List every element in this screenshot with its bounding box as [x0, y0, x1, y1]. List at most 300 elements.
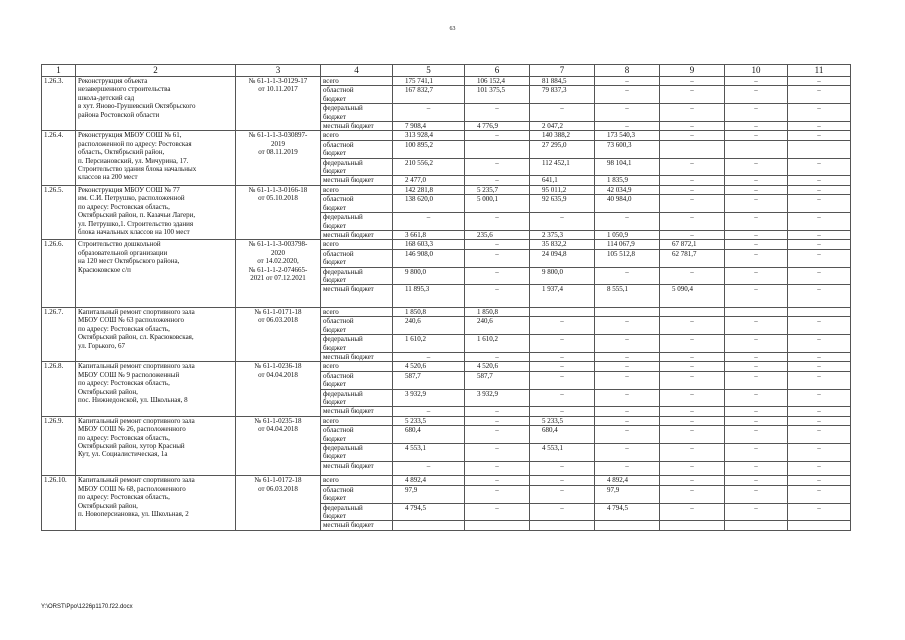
- value-cell: [530, 307, 595, 316]
- value-cell: 641,1: [530, 176, 595, 185]
- value-cell: –: [788, 195, 851, 213]
- value-cell: –: [725, 77, 788, 86]
- expertise-document: № 61-1-1-3-030897- 2019 от 08.11.2019: [236, 131, 321, 185]
- value-cell: –: [788, 230, 851, 239]
- value-cell: –: [530, 104, 595, 122]
- value-cell: 1 850,8: [393, 307, 465, 316]
- item-number: 1.26.7.: [42, 307, 76, 361]
- column-header-6: 6: [465, 65, 530, 77]
- value-cell: –: [788, 389, 851, 407]
- value-cell: –: [788, 240, 851, 249]
- value-cell: –: [530, 485, 595, 503]
- value-cell: –: [465, 485, 530, 503]
- funding-source: всего: [321, 240, 393, 249]
- value-cell: –: [788, 444, 851, 462]
- column-header-8: 8: [595, 65, 660, 77]
- item-name: Строительство дошкольной образовательной организации на 120 мест Октябрьского района, Красюковское с/п: [76, 240, 236, 308]
- funding-source: областной бюджет: [321, 371, 393, 389]
- value-cell: –: [725, 444, 788, 462]
- value-cell: –: [660, 230, 725, 239]
- funding-source: федеральный бюджет: [321, 158, 393, 176]
- value-cell: –: [788, 158, 851, 176]
- value-cell: –: [725, 158, 788, 176]
- value-cell: –: [788, 407, 851, 416]
- table-header: [42, 65, 851, 77]
- value-cell: –: [660, 371, 725, 389]
- value-cell: [465, 140, 530, 158]
- funding-source: областной бюджет: [321, 485, 393, 503]
- table-row: [42, 476, 851, 485]
- value-cell: –: [660, 267, 725, 285]
- value-cell: –: [595, 86, 660, 104]
- funding-source: местный бюджет: [321, 461, 393, 476]
- value-cell: –: [725, 503, 788, 521]
- value-cell: –: [660, 485, 725, 503]
- item-name: Капитальный ремонт спортивного зала МБОУ СОШ № 68, расположенного по адресу: Ростовская область, Октябрьский район, п. Новоперсиановка, ул. Школьная, 2: [76, 476, 236, 530]
- value-cell: –: [725, 86, 788, 104]
- value-cell: –: [530, 476, 595, 485]
- column-header-4: 4: [321, 65, 393, 77]
- value-cell: –: [725, 352, 788, 361]
- value-cell: [393, 521, 465, 530]
- value-cell: 3 932,9: [465, 389, 530, 407]
- value-cell: –: [725, 317, 788, 335]
- value-cell: –: [725, 485, 788, 503]
- value-cell: 2 375,3: [530, 230, 595, 239]
- value-cell: 4 553,1: [393, 444, 465, 462]
- column-header-9: 9: [660, 65, 725, 77]
- value-cell: –: [788, 485, 851, 503]
- value-cell: 1 937,4: [530, 285, 595, 308]
- table-row: [42, 307, 851, 316]
- value-cell: –: [788, 362, 851, 371]
- value-cell: –: [725, 407, 788, 416]
- column-header-7: 7: [530, 65, 595, 77]
- value-cell: –: [788, 371, 851, 389]
- funding-source: местный бюджет: [321, 176, 393, 185]
- value-cell: –: [788, 267, 851, 285]
- expertise-document: № 61-1-0236-18 от 04.04.2018: [236, 362, 321, 416]
- funding-source: местный бюджет: [321, 285, 393, 308]
- value-cell: –: [465, 352, 530, 361]
- value-cell: –: [725, 335, 788, 353]
- value-cell: –: [725, 195, 788, 213]
- funding-source: всего: [321, 307, 393, 316]
- item-name: Реконструкция объекта незавершенного строительства школа-детский сад в хут. Яново-Грушевский Октябрьского района Ростовской области: [76, 77, 236, 131]
- value-cell: [465, 521, 530, 530]
- value-cell: 79 837,3: [530, 86, 595, 104]
- value-cell: –: [595, 371, 660, 389]
- page-number: 63: [449, 26, 456, 32]
- value-cell: [595, 307, 660, 316]
- value-cell: –: [725, 131, 788, 140]
- value-cell: –: [660, 503, 725, 521]
- value-cell: –: [660, 444, 725, 462]
- value-cell: –: [465, 476, 530, 485]
- value-cell: 35 832,2: [530, 240, 595, 249]
- funding-source: федеральный бюджет: [321, 213, 393, 231]
- value-cell: –: [660, 389, 725, 407]
- value-cell: –: [725, 426, 788, 444]
- funding-source: областной бюджет: [321, 426, 393, 444]
- value-cell: 5 233,5: [530, 416, 595, 425]
- value-cell: –: [725, 285, 788, 308]
- value-cell: –: [595, 407, 660, 416]
- value-cell: 4 892,4: [595, 476, 660, 485]
- value-cell: –: [595, 362, 660, 371]
- value-cell: 24 094,8: [530, 249, 595, 267]
- value-cell: –: [465, 158, 530, 176]
- value-cell: 73 600,3: [595, 140, 660, 158]
- value-cell: –: [660, 461, 725, 476]
- value-cell: 4 794,5: [595, 503, 660, 521]
- value-cell: 42 034,9: [595, 185, 660, 194]
- value-cell: –: [725, 122, 788, 131]
- value-cell: 168 603,3: [393, 240, 465, 249]
- value-cell: –: [660, 362, 725, 371]
- value-cell: 587,7: [393, 371, 465, 389]
- value-cell: –: [595, 267, 660, 285]
- value-cell: 313 928,4: [393, 131, 465, 140]
- table-row: [42, 416, 851, 425]
- value-cell: 106 152,4: [465, 77, 530, 86]
- value-cell: –: [788, 317, 851, 335]
- value-cell: 92 635,9: [530, 195, 595, 213]
- value-cell: 98 104,1: [595, 158, 660, 176]
- value-cell: –: [725, 176, 788, 185]
- value-cell: –: [660, 122, 725, 131]
- expertise-document: № 61-1-1-3-0129-17 от 10.11.2017: [236, 77, 321, 131]
- value-cell: –: [465, 176, 530, 185]
- header-row: [42, 65, 851, 77]
- value-cell: –: [725, 213, 788, 231]
- value-cell: 3 932,9: [393, 389, 465, 407]
- value-cell: –: [660, 185, 725, 194]
- value-cell: [788, 307, 851, 316]
- value-cell: –: [788, 213, 851, 231]
- value-cell: –: [788, 335, 851, 353]
- value-cell: [725, 521, 788, 530]
- value-cell: [660, 521, 725, 530]
- value-cell: –: [660, 158, 725, 176]
- value-cell: –: [595, 335, 660, 353]
- value-cell: 7 908,4: [393, 122, 465, 131]
- table-body: [42, 77, 851, 531]
- funding-source: областной бюджет: [321, 249, 393, 267]
- value-cell: –: [530, 335, 595, 353]
- column-header-5: 5: [393, 65, 465, 77]
- value-cell: –: [660, 213, 725, 231]
- value-cell: –: [660, 476, 725, 485]
- expertise-document: № 61-1-1-3-0166-18 от 05.10.2018: [236, 185, 321, 239]
- value-cell: –: [788, 285, 851, 308]
- funding-source: всего: [321, 77, 393, 86]
- value-cell: –: [788, 86, 851, 104]
- value-cell: –: [595, 461, 660, 476]
- value-cell: –: [465, 426, 530, 444]
- value-cell: 680,4: [393, 426, 465, 444]
- value-cell: –: [530, 503, 595, 521]
- value-cell: 5 000,1: [465, 195, 530, 213]
- funding-source: областной бюджет: [321, 317, 393, 335]
- value-cell: –: [660, 86, 725, 104]
- value-cell: –: [725, 267, 788, 285]
- funding-source: местный бюджет: [321, 521, 393, 530]
- value-cell: 680,4: [530, 426, 595, 444]
- value-cell: –: [393, 461, 465, 476]
- value-cell: –: [788, 426, 851, 444]
- expertise-document: № 61-1-0171-18 от 06.03.2018: [236, 307, 321, 361]
- value-cell: 4 776,9: [465, 122, 530, 131]
- funding-source: местный бюджет: [321, 407, 393, 416]
- value-cell: –: [595, 104, 660, 122]
- value-cell: 9 800,0: [393, 267, 465, 285]
- value-cell: –: [595, 213, 660, 231]
- value-cell: 4 794,5: [393, 503, 465, 521]
- value-cell: 4 520,6: [465, 362, 530, 371]
- value-cell: 1 850,8: [465, 307, 530, 316]
- value-cell: [788, 521, 851, 530]
- item-name: Реконструкция МБОУ СОШ № 77 им. С.И. Петрушко, расположенной по адресу: Ростовская область, Октябрьский район, п. Казачьи Лагери, ул. Петрушко,1. Строительство здания блока начальных классов на 100 мест: [76, 185, 236, 239]
- value-cell: –: [530, 362, 595, 371]
- value-cell: 2 477,0: [393, 176, 465, 185]
- value-cell: 97,9: [595, 485, 660, 503]
- value-cell: –: [660, 426, 725, 444]
- value-cell: 240,6: [465, 317, 530, 335]
- funding-source: федеральный бюджет: [321, 267, 393, 285]
- funding-source: федеральный бюджет: [321, 104, 393, 122]
- value-cell: 142 281,8: [393, 185, 465, 194]
- value-cell: –: [660, 77, 725, 86]
- value-cell: 67 872,1: [660, 240, 725, 249]
- value-cell: –: [530, 461, 595, 476]
- value-cell: 8 555,1: [595, 285, 660, 308]
- value-cell: –: [530, 389, 595, 407]
- value-cell: 587,7: [465, 371, 530, 389]
- value-cell: –: [465, 104, 530, 122]
- expertise-document: № 61-1-1-3-003798- 2020 от 14.02.2020, № 61-1-1-2-074665- 2021 от 07.12.2021: [236, 240, 321, 308]
- value-cell: 140 388,2: [530, 131, 595, 140]
- value-cell: –: [660, 407, 725, 416]
- item-number: 1.26.5.: [42, 185, 76, 239]
- value-cell: –: [725, 389, 788, 407]
- funding-source: областной бюджет: [321, 195, 393, 213]
- expertise-document: № 61-1-0172-18 от 06.03.2018: [236, 476, 321, 530]
- value-cell: 5 235,7: [465, 185, 530, 194]
- funding-source: федеральный бюджет: [321, 335, 393, 353]
- value-cell: –: [595, 426, 660, 444]
- value-cell: –: [788, 352, 851, 361]
- value-cell: –: [788, 176, 851, 185]
- item-number: 1.26.4.: [42, 131, 76, 185]
- value-cell: 173 540,3: [595, 131, 660, 140]
- value-cell: 146 908,0: [393, 249, 465, 267]
- value-cell: 240,6: [393, 317, 465, 335]
- value-cell: 112 452,1: [530, 158, 595, 176]
- value-cell: –: [660, 131, 725, 140]
- funding-source: всего: [321, 131, 393, 140]
- value-cell: –: [788, 104, 851, 122]
- value-cell: –: [725, 371, 788, 389]
- value-cell: –: [725, 461, 788, 476]
- item-number: 1.26.10.: [42, 476, 76, 530]
- column-header-1: 1: [42, 65, 76, 77]
- funding-source: местный бюджет: [321, 230, 393, 239]
- column-header-3: 3: [236, 65, 321, 77]
- item-name: Капитальный ремонт спортивного зала МБОУ СОШ № 9 расположенный по адресу: Ростовская область, Октябрьский район, пос. Нижнедонской, ул. Школьная, 8: [76, 362, 236, 416]
- value-cell: –: [788, 416, 851, 425]
- funding-source: федеральный бюджет: [321, 444, 393, 462]
- item-number: 1.26.3.: [42, 77, 76, 131]
- footer-file-path: Y:\ORST\Ppo\1226p1170.f22.docx: [41, 604, 133, 610]
- value-cell: 81 884,5: [530, 77, 595, 86]
- value-cell: –: [465, 213, 530, 231]
- value-cell: –: [788, 503, 851, 521]
- value-cell: –: [530, 352, 595, 361]
- value-cell: 40 984,0: [595, 195, 660, 213]
- value-cell: 62 781,7: [660, 249, 725, 267]
- value-cell: –: [465, 267, 530, 285]
- value-cell: –: [465, 240, 530, 249]
- value-cell: –: [465, 444, 530, 462]
- funding-source: местный бюджет: [321, 352, 393, 361]
- value-cell: 1 610,2: [393, 335, 465, 353]
- table-row: [42, 185, 851, 194]
- value-cell: –: [788, 185, 851, 194]
- value-cell: 101 375,5: [465, 86, 530, 104]
- value-cell: –: [788, 77, 851, 86]
- value-cell: 1 835,9: [595, 176, 660, 185]
- funding-source: всего: [321, 362, 393, 371]
- value-cell: 167 832,7: [393, 86, 465, 104]
- funding-table: [41, 64, 851, 531]
- funding-source: областной бюджет: [321, 86, 393, 104]
- value-cell: –: [660, 104, 725, 122]
- value-cell: 95 011,2: [530, 185, 595, 194]
- funding-source: федеральный бюджет: [321, 503, 393, 521]
- value-cell: 100 895,2: [393, 140, 465, 158]
- value-cell: –: [660, 317, 725, 335]
- table-row: [42, 131, 851, 140]
- value-cell: –: [465, 249, 530, 267]
- value-cell: –: [595, 352, 660, 361]
- value-cell: [725, 307, 788, 316]
- table-row: [42, 77, 851, 86]
- value-cell: –: [788, 122, 851, 131]
- value-cell: –: [788, 131, 851, 140]
- value-cell: –: [595, 77, 660, 86]
- value-cell: –: [465, 503, 530, 521]
- value-cell: –: [725, 476, 788, 485]
- value-cell: –: [725, 185, 788, 194]
- value-cell: 210 556,2: [393, 158, 465, 176]
- value-cell: –: [393, 407, 465, 416]
- value-cell: –: [530, 407, 595, 416]
- value-cell: –: [788, 476, 851, 485]
- value-cell: –: [393, 352, 465, 361]
- value-cell: –: [465, 461, 530, 476]
- value-cell: –: [725, 240, 788, 249]
- item-name: Реконструкция МБОУ СОШ № 61, расположенной по адресу: Ростовская область, Октябрьский район, п. Персиановский, ул. Мичурина, 17. Строительство здания блока начальных классов на 200 мест: [76, 131, 236, 185]
- column-header-2: 2: [76, 65, 236, 77]
- value-cell: –: [725, 249, 788, 267]
- value-cell: [595, 521, 660, 530]
- value-cell: 4 553,1: [530, 444, 595, 462]
- value-cell: 114 067,9: [595, 240, 660, 249]
- funding-source: федеральный бюджет: [321, 389, 393, 407]
- value-cell: –: [393, 104, 465, 122]
- column-header-11: 11: [788, 65, 851, 77]
- value-cell: [725, 140, 788, 158]
- item-number: 1.26.9.: [42, 416, 76, 476]
- value-cell: –: [465, 416, 530, 425]
- funding-source: всего: [321, 416, 393, 425]
- value-cell: 27 295,0: [530, 140, 595, 158]
- expertise-document: № 61-1-0235-18 от 04.04.2018: [236, 416, 321, 476]
- value-cell: –: [725, 230, 788, 239]
- value-cell: 9 800,0: [530, 267, 595, 285]
- value-cell: [788, 140, 851, 158]
- table-row: [42, 362, 851, 371]
- value-cell: 235,6: [465, 230, 530, 239]
- item-name: Капитальный ремонт спортивного зала МБОУ СОШ № 26, расположенного по адресу: Ростовская область, Октябрьский район, хутор Красный Кут, ул. Социалистическая, 1а: [76, 416, 236, 476]
- value-cell: [660, 307, 725, 316]
- value-cell: –: [595, 389, 660, 407]
- value-cell: –: [465, 285, 530, 308]
- value-cell: 4 520,6: [393, 362, 465, 371]
- value-cell: –: [788, 461, 851, 476]
- value-cell: [530, 521, 595, 530]
- item-number: 1.26.6.: [42, 240, 76, 308]
- value-cell: –: [393, 213, 465, 231]
- value-cell: 3 661,8: [393, 230, 465, 239]
- value-cell: –: [595, 416, 660, 425]
- funding-source: всего: [321, 476, 393, 485]
- value-cell: 97,9: [393, 485, 465, 503]
- item-number: 1.26.8.: [42, 362, 76, 416]
- item-name: Капитальный ремонт спортивного зала МБОУ СОШ № 63 расположенного по адресу: Ростовская область, Октябрьский район, сл. Красюковская, ул. Горького, 67: [76, 307, 236, 361]
- value-cell: –: [530, 371, 595, 389]
- value-cell: –: [660, 416, 725, 425]
- value-cell: –: [725, 362, 788, 371]
- value-cell: –: [465, 407, 530, 416]
- value-cell: 11 895,3: [393, 285, 465, 308]
- funding-source: областной бюджет: [321, 140, 393, 158]
- column-header-10: 10: [725, 65, 788, 77]
- value-cell: –: [530, 317, 595, 335]
- value-cell: –: [660, 335, 725, 353]
- value-cell: –: [595, 122, 660, 131]
- value-cell: –: [595, 317, 660, 335]
- value-cell: 138 620,0: [393, 195, 465, 213]
- value-cell: 1 610,2: [465, 335, 530, 353]
- value-cell: –: [660, 195, 725, 213]
- value-cell: 5 233,5: [393, 416, 465, 425]
- funding-source: всего: [321, 185, 393, 194]
- value-cell: –: [660, 352, 725, 361]
- value-cell: 4 892,4: [393, 476, 465, 485]
- funding-source: местный бюджет: [321, 122, 393, 131]
- value-cell: –: [725, 104, 788, 122]
- value-cell: –: [725, 416, 788, 425]
- value-cell: [660, 140, 725, 158]
- value-cell: 105 512,8: [595, 249, 660, 267]
- value-cell: –: [660, 176, 725, 185]
- table-row: [42, 240, 851, 249]
- value-cell: –: [595, 444, 660, 462]
- value-cell: 5 090,4: [660, 285, 725, 308]
- value-cell: –: [530, 213, 595, 231]
